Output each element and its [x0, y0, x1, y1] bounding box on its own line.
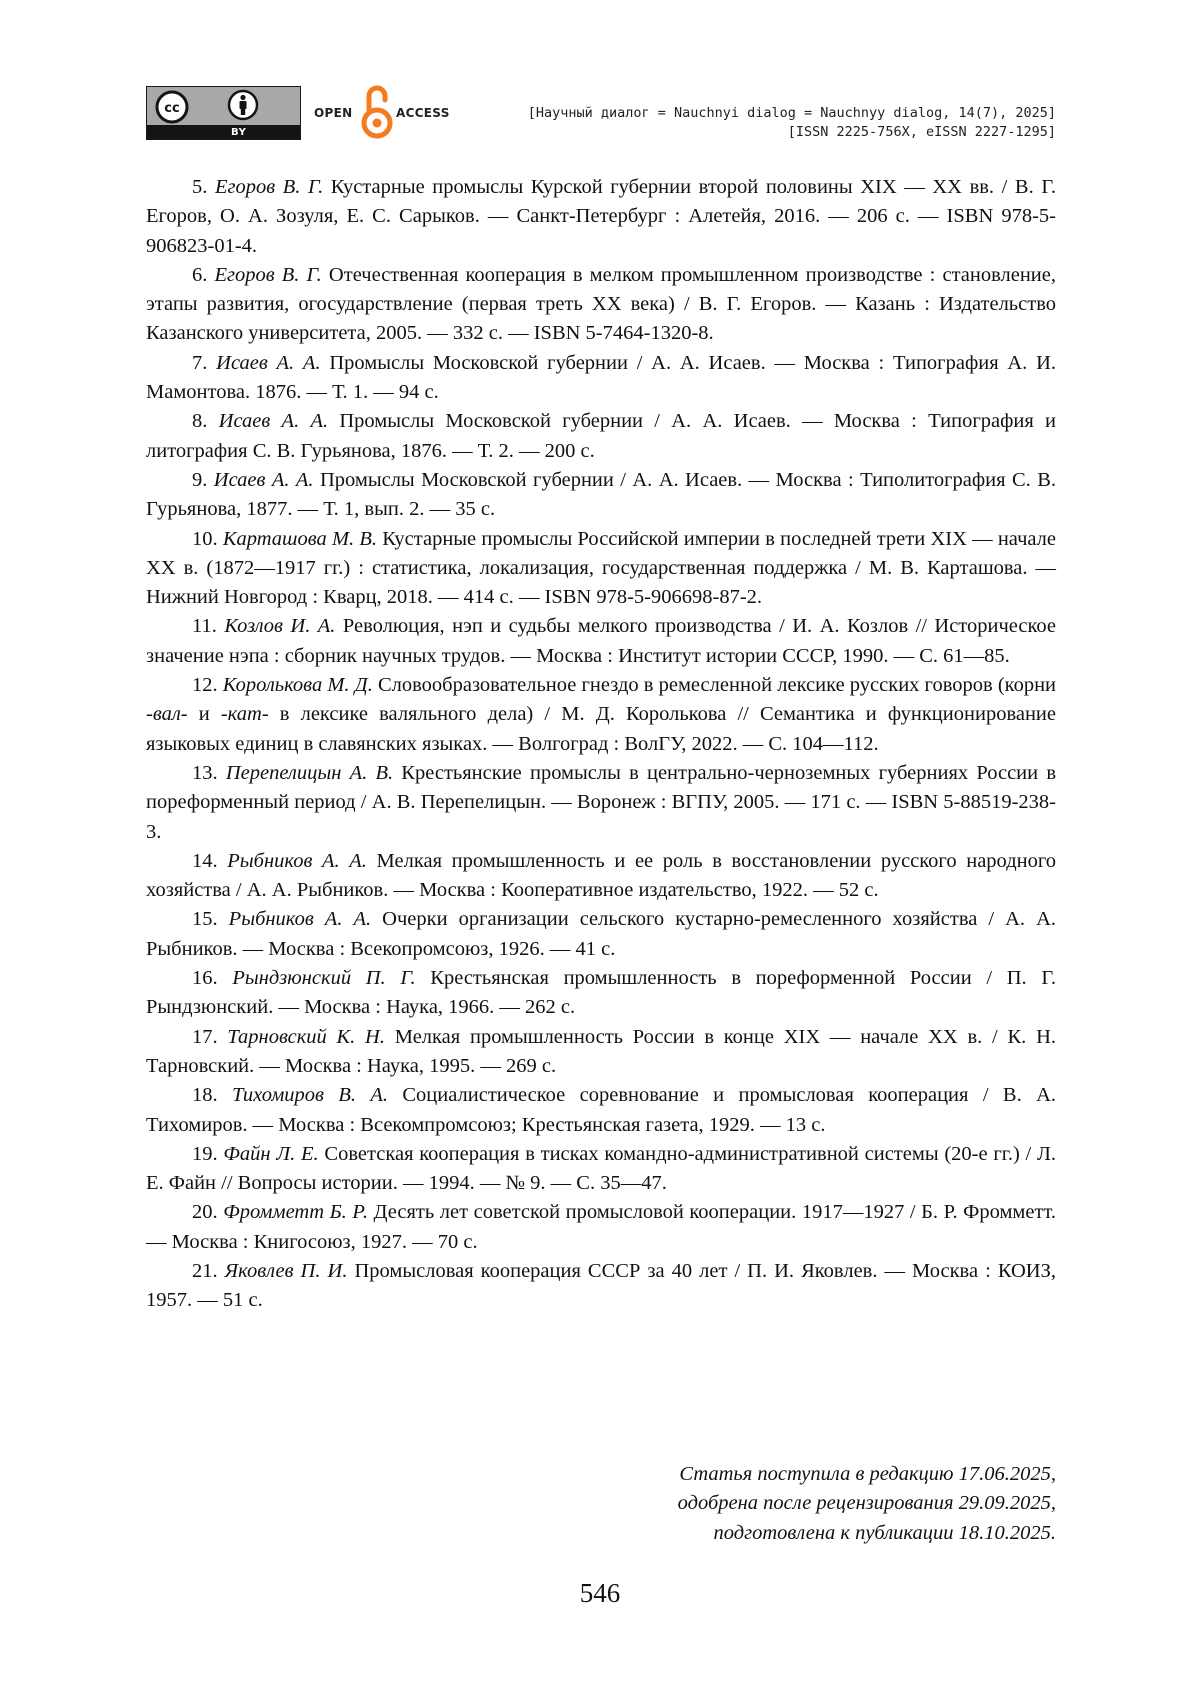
reference-author: Файн Л. Е.	[223, 1142, 319, 1165]
reference-item: 12. Королькова М. Д. Словообразовательное гнездо в ремесленной лексике русских говоров (корни -вал- и -кат- в лексике валяльного дела) / М. Д. Королькова // Семантика и функционирование языковых единиц в славянских языках. — Волгоград : ВолГУ, 2022. — С. 104—112.	[146, 674, 1057, 755]
reference-author: Фромметт Б. Р.	[223, 1201, 368, 1224]
reference-item: 9. Исаев А. А. Промыслы Московской губернии / А. А. Исаев. — Москва : Типолитография С. В. Гурьянова, 1877. — Т. 1, вып. 2. — 35 с.	[146, 468, 1056, 521]
reference-item: 5. Егоров В. Г. Кустарные промыслы Курской губернии второй половины XIX — XX вв. / В. Г. Егоров, О. А. Зозуля, Е. С. Сарыков. — Санкт-Петербург : Алетейя, 2016. — 206 с. — ISBN 978-5-906823-01-4.	[146, 176, 1056, 257]
reference-author: Егоров В. Г.	[214, 263, 322, 286]
reference-author: Перепелицын А. В.	[225, 761, 394, 784]
prepared-date: подготовлена к публикации 18.10.2025.	[713, 1521, 1056, 1544]
reference-author: Королькова М. Д.	[222, 674, 373, 697]
reference-list	[146, 173, 1056, 1316]
reference-author: Козлов И. А.	[224, 615, 336, 638]
creative-commons-icon	[155, 90, 189, 124]
by-band	[147, 125, 300, 139]
reference-author: Егоров В. Г.	[214, 176, 324, 198]
reference-item: 7. Исаев А. А. Промыслы Московской губернии / А. А. Исаев. — Москва : Типография А. И. Мамонтова. 1876. — Т. 1. — 94 с.	[146, 351, 1056, 404]
reference-item: 18. Тихомиров В. А. Социалистическое соревнование и промысловая кооперация / В. А. Тихомиров. — Москва : Всекомпромсоюз; Крестьянская газета, 1929. — 13 с.	[146, 1084, 1056, 1136]
reference-item: 15. Рыбников А. А. Очерки организации сельского кустарно-ремесленного хозяйства / А. А. Рыбников. — Москва : Всекопромсоюз, 1926. — 41 с.	[146, 908, 1056, 960]
reference-item: 21. Яковлев П. И. Промысловая кооперация СССР за 40 лет / П. И. Яковлев. — Москва : КОИЗ, 1957. — 51 с.	[146, 1259, 1056, 1312]
journal-citation	[528, 104, 1056, 142]
reference-author: Карташова М. В.	[222, 527, 378, 550]
open-access-logo[interactable]	[314, 84, 464, 140]
attribution-person-icon	[227, 89, 259, 121]
reference-item: 20. Фромметт Б. Р. Десять лет советской промысловой кооперации. 1917—1927 / Б. Р. Фромметт. — Москва : Книгосоюз, 1927. — 70 с.	[146, 1201, 1057, 1253]
reference-item: 11. Козлов И. А. Революция, нэп и судьбы мелкого производства / И. А. Козлов // Историческое значение нэпа : сборник научных трудов. — Москва : Институт истории СССР, 1990. — С. 61—85.	[146, 615, 1056, 667]
open-access-lock-icon	[360, 84, 394, 140]
received-date: Статья поступила в редакцию 17.06.2025,	[679, 1463, 1056, 1485]
cc-by-license-badge[interactable]	[146, 86, 301, 140]
issn-line: [ISSN 2225-756X, eISSN 2227-1295]	[787, 124, 1056, 140]
reference-author: Тихомиров В. А.	[232, 1084, 388, 1107]
reference-item: 6. Егоров В. Г. Отечественная кооперация в мелком промышленном производстве : становление, этапы развития, огосударствление (первая треть XX века) / В. Г. Егоров. — Казань : Издательство Казанского университета, 2005. — 332 с. — ISBN 5-7464-1320-8.	[146, 263, 1056, 345]
license-label: BY	[231, 127, 247, 138]
reference-item: 13. Перепелицын А. В. Крестьянские промыслы в центрально-черноземных губерниях России в пореформенный период / А. В. Перепелицын. — Воронеж : ВГПУ, 2005. — 171 с. — ISBN 5-88519-238-3.	[146, 761, 1056, 843]
reference-author: Рыбников А. А.	[227, 849, 367, 872]
reference-item: 16. Рындзюнский П. Г. Крестьянская промышленность в пореформенной России / П. Г. Рындзюнский. — Москва : Наука, 1966. — 262 с.	[146, 967, 1057, 1019]
svg-text:cc: cc	[164, 101, 180, 116]
reference-item: 19. Файн Л. Е. Советская кооперация в тисках командно-административной системы (20-е гг.) / Л. Е. Файн // Вопросы истории. — 1994. — № 9. — С. 35—47.	[146, 1142, 1057, 1195]
reference-author: Рындзюнский П. Г.	[232, 967, 416, 990]
reference-item: 14. Рыбников А. А. Мелкая промышленность и ее роль в восстановлении русского народного хозяйства / А. А. Рыбников. — Москва : Кооперативное издательство, 1922. — 52 с.	[146, 849, 1056, 902]
reference-author: Исаев А. А.	[213, 468, 314, 491]
approved-date: одобрена после рецензирования 29.09.2025,	[677, 1492, 1056, 1515]
open-access-word-open: OPEN	[314, 106, 353, 120]
page-header	[146, 84, 1056, 144]
reference-author: Яковлев П. И.	[224, 1259, 348, 1282]
citation-line: [Научный диалог = Nauchnyi dialog = Nauchnyy dialog, 14(7), 2025]	[527, 105, 1056, 121]
open-access-word-access: ACCESS	[396, 106, 450, 120]
reference-item: 10. Карташова М. В. Кустарные промыслы Российской империи в последней трети XIX — начале XX в. (1872—1917 гг.) : статистика, локализация, государственная поддержка / М. В. Карташова. — Нижний Новгород : Кварц, 2018. — 414 с. — ISBN 978-5-906698-87-2.	[146, 527, 1057, 609]
reference-item: 8. Исаев А. А. Промыслы Московской губернии / А. А. Исаев. — Москва : Типография и литография С. В. Гурьянова, 1876. — Т. 2. — 200 с.	[146, 410, 1057, 462]
article-dates	[678, 1460, 1056, 1548]
reference-author: Исаев А. А.	[216, 351, 321, 374]
reference-author: Исаев А. А.	[218, 410, 329, 433]
reference-item: 17. Тарновский К. Н. Мелкая промышленность России в конце XIX — начале XX в. / К. Н. Тарновский. — Москва : Наука, 1995. — 269 с.	[146, 1025, 1056, 1077]
page-number: 546	[579, 1578, 621, 1608]
reference-author: Рыбников А. А.	[228, 908, 372, 931]
reference-author: Тарновский К. Н.	[227, 1025, 385, 1048]
